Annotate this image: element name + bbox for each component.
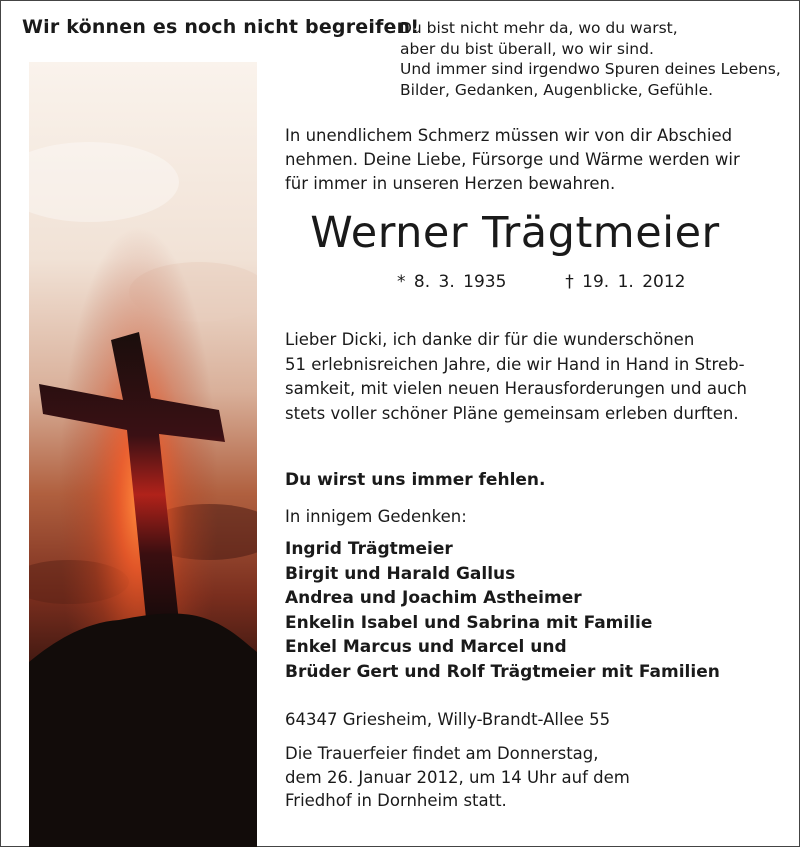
family-member: Brüder Gert und Rolf Trägtmeier mit Familien [285,661,720,682]
letter-line: Lieber Dicki, ich danke dir für die wunderschönen [285,330,695,349]
intro-line: für immer in unseren Herzen bewahren. [285,174,616,193]
intro-text [285,124,760,196]
service-line: Friedhof in Dornheim statt. [285,791,507,810]
birth-date: * 8. 3. 1935 [397,272,507,292]
intro-line: nehmen. Deine Liebe, Fürsorge und Wärme werden wir [285,150,740,169]
headline: Wir können es noch nicht begreifen! [22,16,420,38]
letter-line: stets voller schöner Pläne gemeinsam erleben durften. [285,403,739,423]
family-member: Birgit und Harald Gallus [285,563,516,584]
address: 64347 Griesheim, Willy-Brandt-Allee 55 [285,710,611,729]
poem-line: aber du bist überall, wo wir sind. [400,39,654,58]
poem-line: Du bist nicht mehr da, wo du warst, [400,19,678,37]
family-member: Ingrid Trägtmeier [285,539,453,559]
intro-line: In unendlichem Schmerz müssen wir von dir Abschied [285,126,733,145]
deceased-name: Werner Trägtmeier [310,208,720,258]
memory-line: In innigem Gedenken: [285,507,467,526]
family-member: Enkel Marcus und Marcel und [285,637,567,657]
family-list [285,537,720,684]
service-line: Die Trauerfeier findet am Donnerstag, [285,744,599,763]
life-dates [397,272,685,292]
funeral-service-info [285,742,630,813]
family-member: Andrea und Joachim Astheimer [285,588,582,608]
letter-line: 51 erlebnisreichen Jahre, die wir Hand in Hand in Streb- [285,354,745,374]
letter-line: samkeit, mit vielen neuen Herausforderungen und auch [285,379,747,398]
cross-sunset-photo [29,62,257,847]
poem-line: Und immer sind irgendwo Spuren deines Lebens, [400,60,781,78]
miss-line: Du wirst uns immer fehlen. [285,470,546,490]
service-line: dem 26. Januar 2012, um 14 Uhr auf dem [285,767,630,787]
family-member: Enkelin Isabel und Sabrina mit Familie [285,612,653,633]
poem-line: Bilder, Gedanken, Augenblicke, Gefühle. [400,80,714,99]
death-date: † 19. 1. 2012 [565,272,686,292]
poem [400,18,781,100]
personal-letter [285,328,747,426]
